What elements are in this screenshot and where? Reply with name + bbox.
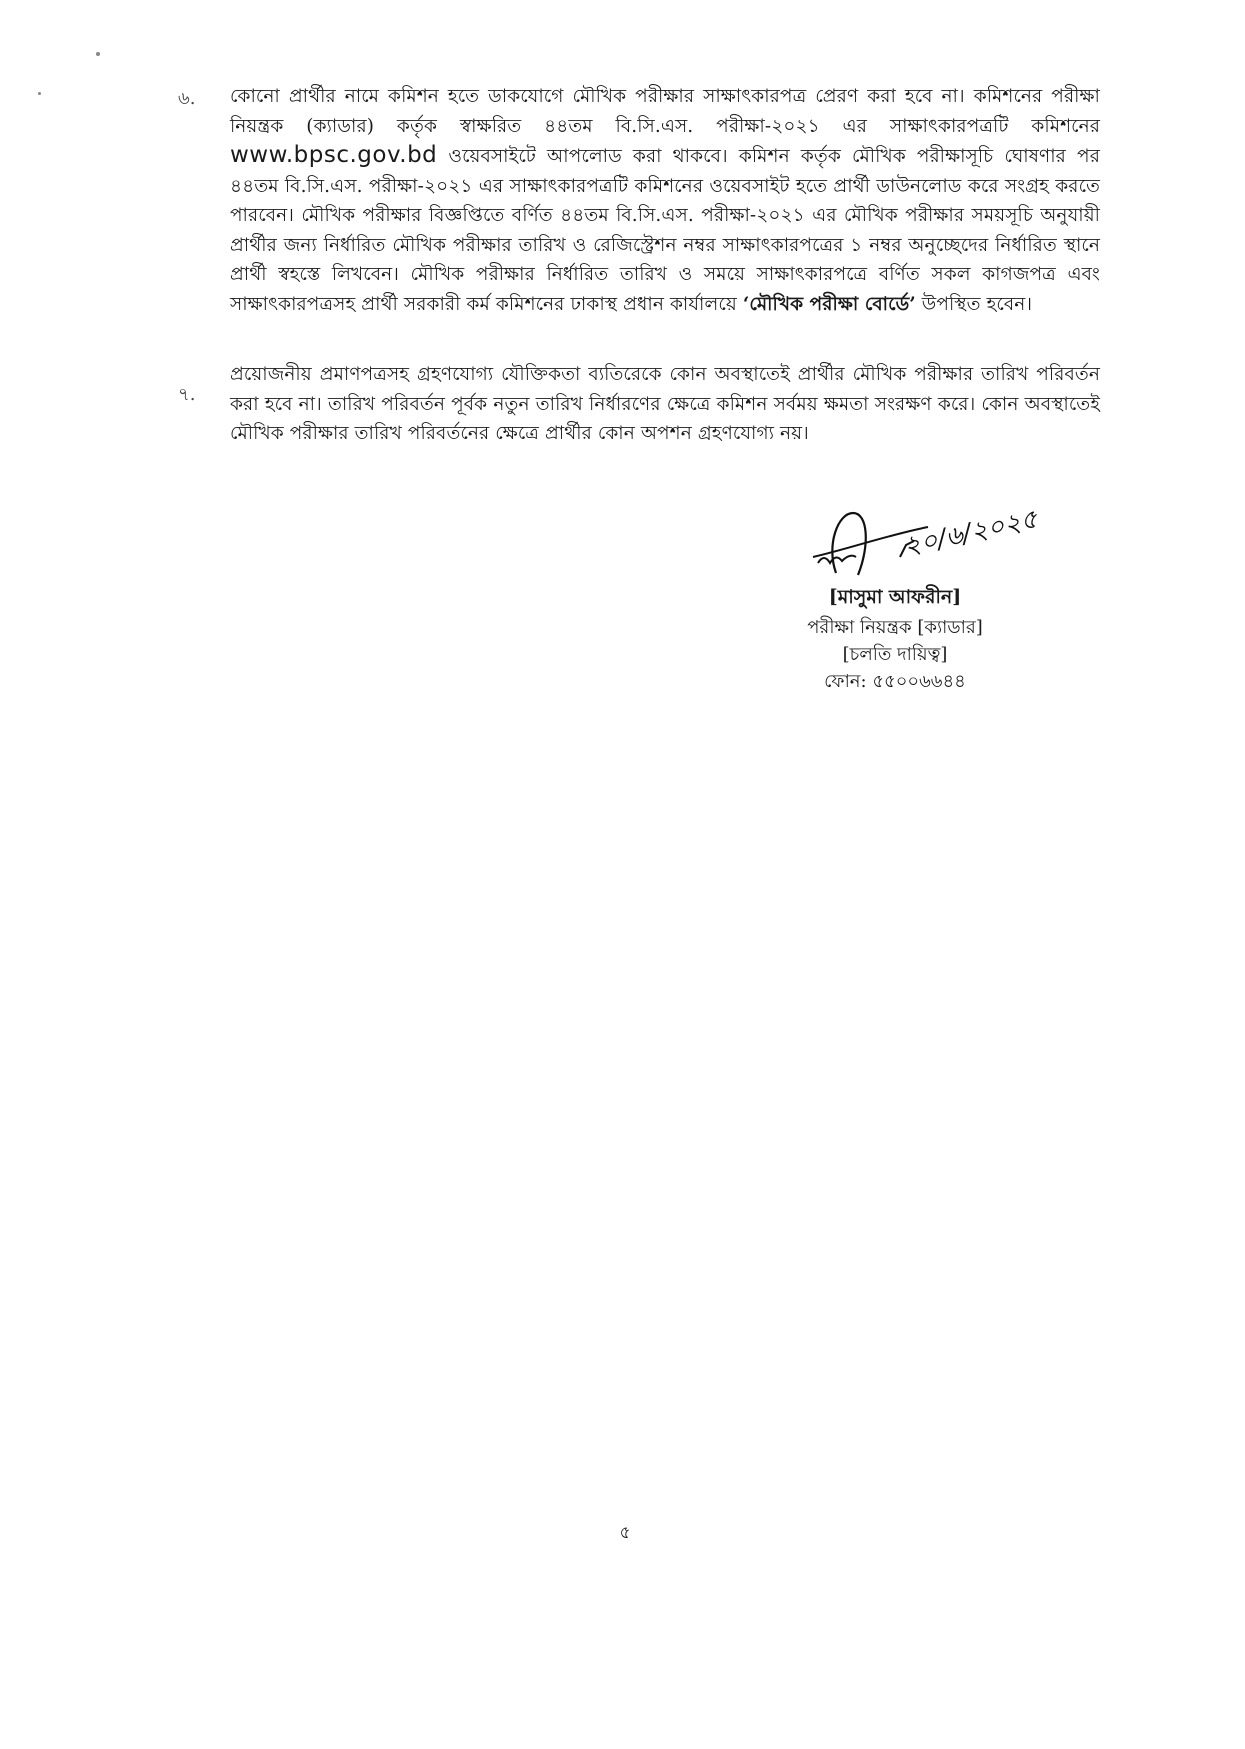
scan-speck xyxy=(38,92,41,95)
handwritten-signature xyxy=(808,504,1041,585)
viva-board-bold-text: ‘মৌখিক পরীক্ষা বোর্ডে’ xyxy=(742,293,916,315)
item-text xyxy=(230,82,1100,319)
website-url: www.bpsc.gov.bd xyxy=(230,142,438,168)
scan-speck xyxy=(96,52,100,56)
signatory-role: [চলতি দায়িত্ব] xyxy=(842,644,948,665)
item-number: ৭. xyxy=(178,384,196,405)
item-text-part3: উপস্থিত হবেন। xyxy=(915,293,1033,315)
signatory-title: পরীক্ষা নিয়ন্ত্রক [ক্যাডার] xyxy=(807,617,983,638)
item-text: প্রয়োজনীয় প্রমাণপত্রসহ গ্রহণযোগ্য যৌক্তিকতা ব্যতিরেকে কোন অবস্থাতেই প্রার্থীর মৌখিক পরীক্ষার তারিখ পরিবর্তন করা হবে না। তারিখ পরিবর্তন পূর্বক নতুন তারিখ নির্ধারণের ক্ষেত্রে কমিশন সর্বময় ক্ষমতা সংরক্ষণ করে। কোন অবস্থাতেই মৌখিক পরীক্ষার তারিখ পরিবর্তনের ক্ষেত্রে প্রার্থীর কোন অপশন গ্রহণযোগ্য নয়। xyxy=(230,364,1100,444)
signatory-name: [মাসুমা আফরীন] xyxy=(828,586,962,608)
svg-text:২০/৬/২০২৫: ২০/৬/২০২৫ xyxy=(901,504,1041,562)
paragraph-item-6 xyxy=(178,82,1100,352)
item-text-part2: ওয়েবসাইটে আপলোড করা থাকবে। কমিশন কর্তৃক মৌখিক পরীক্ষাসূচি ঘোষণার পর ৪৪তম বি.সি.এস. পরীক্ষা-২০২১ এর সাক্ষাৎকারপত্রটি কমিশনের ওয়েবসাইট হতে প্রার্থী ডাউনলোড করে সংগ্রহ করতে পারবেন। মৌখিক পরীক্ষার বিজ্ঞপ্তিতে বর্ণিত ৪৪তম বি.সি.এস. পরীক্ষা-২০২১ এর মৌখিক পরীক্ষার সময়সূচি অনুযায়ী প্রার্থীর জন্য নির্ধারিত মৌখিক পরীক্ষার তারিখ ও রেজিস্ট্রেশন নম্বর সাক্ষাৎকারপত্রের ১ নম্বর অনুচ্ছেদের নির্ধারিত স্থানে প্রার্থী স্বহস্তে লিখবেন। মৌখিক পরীক্ষার নির্ধারিত তারিখ ও সময়ে সাক্ষাৎকারপত্রে বর্ণিত সকল কাগজপত্র এবং সাক্ষাৎকারপত্রসহ প্রার্থী সরকারী কর্ম কমিশনের ঢাকাস্থ প্রধান কার্যালয়ে xyxy=(230,146,1100,315)
item-number: ৬. xyxy=(178,88,196,109)
item-text-part1: কোনো প্রার্থীর নামে কমিশন হতে ডাকযোগে মৌখিক পরীক্ষার সাক্ষাৎকারপত্র প্রেরণ করা হবে না। কমিশনের পরীক্ষা নিয়ন্ত্রক (ক্যাডার) কর্তৃক স্বাক্ষরিত ৪৪তম বি.সি.এস. পরীক্ষা-২০২১ এর সাক্ষাৎকারপত্রটি কমিশনের xyxy=(230,86,1100,137)
page-number: ৫ xyxy=(619,1523,631,1543)
signature-block xyxy=(770,504,1041,705)
signatory-phone: ফোন: ৫৫০০৬৬৪৪ xyxy=(824,671,966,692)
paragraph-item-7 xyxy=(178,360,1100,460)
